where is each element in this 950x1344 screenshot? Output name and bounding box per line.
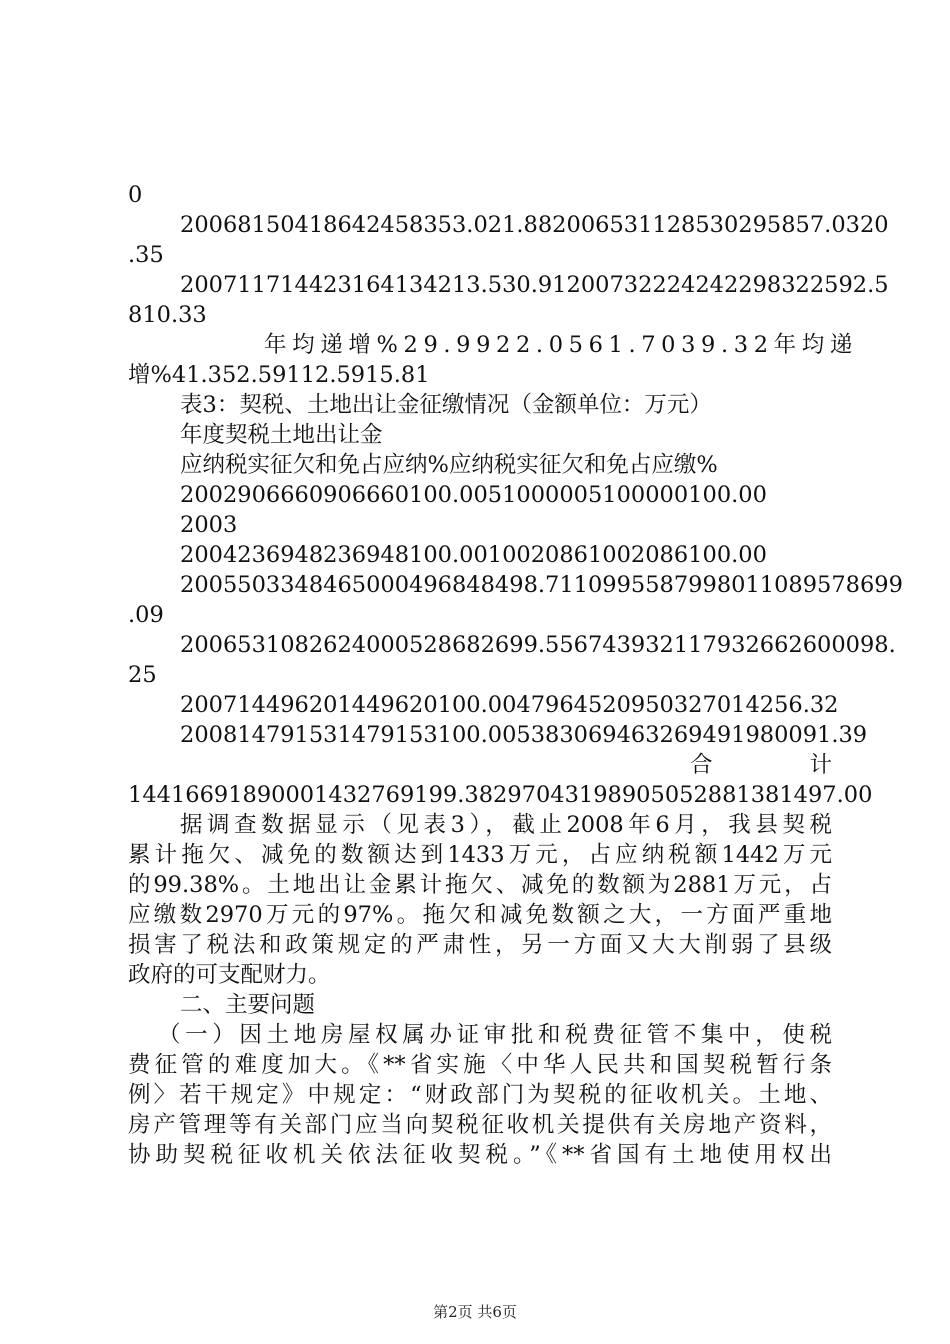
table-row-line: 20071449620144962010​0.00479645209503270142​56.32 [180, 692, 839, 718]
page-number-footer: 第2页 共6页 [433, 1303, 517, 1321]
table-row-line: 20042369482369481​00.0010020861002086100.00 [180, 542, 767, 568]
paragraph-line: 例〉若干规定》中规定：“财政部门为契税的征收机关。土地、 [128, 1082, 832, 1108]
paragraph-line: 应缴数2970万元的97%。拖欠和减免数额之大，一方面严重地 [128, 902, 832, 928]
table-row-line: 2003 [180, 512, 238, 538]
paragraph-line: （一）因土地房屋权属办证审批和税费征管不集中，使税 [158, 1022, 832, 1048]
text-line: 25 [128, 662, 157, 688]
paragraph-line: 的99.38%。土地出让金累计拖欠、减免的数额为2881万元，占 [128, 872, 832, 898]
paragraph-line: 损害了税法和政策规定的严肃性，另一方面又大大削弱了县级 [128, 932, 832, 958]
paragraph-line: 费征管的难度加大。《**省实施〈中华人民共和国契税暂行条 [128, 1052, 832, 1078]
table-total-line: 1441669189000143276919​9.3829704319890505288138149​7.00 [128, 782, 873, 808]
table-caption: 表3：契税、土地出让金征缴情况（金额单位：万元） [180, 392, 712, 418]
paragraph-line: 据调查数据显示（见表3），截止2008年6月，我县契税 [180, 812, 832, 838]
table-row-line: 20068150418642458353.021.88200653112853029585​7.0320 [180, 212, 889, 238]
table-row-line: 20071171442316413421​3.530.91200732224242298322592.5 [180, 272, 889, 298]
table-header-line: 应纳税实征欠和免占应纳%应纳税实征欠和免占应缴% [180, 452, 718, 478]
text-line: 0 [128, 182, 143, 208]
text-line: 810.33 [128, 302, 207, 328]
table-row-line: 20055033484650004968484​98.711099558799801108957869​9 [180, 572, 903, 598]
text-line: .35 [128, 242, 164, 268]
paragraph-line: 房产管理等有关部门应当向契税征收机关提供有关房地产资料， [128, 1112, 832, 1138]
paragraph-line: 协助契税征收机关依法征收契税。”《**省国有土地使用权出 [128, 1142, 832, 1168]
section-heading: 二、主要问题 [180, 992, 316, 1018]
paragraph-line: 累计拖欠、减免的数额达到1433万元，占应纳税额1442万元 [128, 842, 832, 868]
text-line: .09 [128, 602, 164, 628]
table-total-label: 合计 [690, 752, 832, 778]
text-line: 增%41.352.59112.5915.81 [128, 362, 430, 388]
table-row-line: 20065310826240005286826​99.55674393211793266260009​8. [180, 632, 896, 658]
table-row-line: 200290666090666010​0.005100000510000010​0.00 [180, 482, 767, 508]
table-row-line: 2008147915314791531​00.0053830694632694919800​91.39 [180, 722, 868, 748]
table-row-line: 年均递增%29.9922.0561.7039.32年均递 [264, 332, 859, 358]
table-header-line: 年度契税土地出让金 [180, 422, 383, 448]
paragraph-line: 政府的可支配财力。 [128, 962, 331, 988]
